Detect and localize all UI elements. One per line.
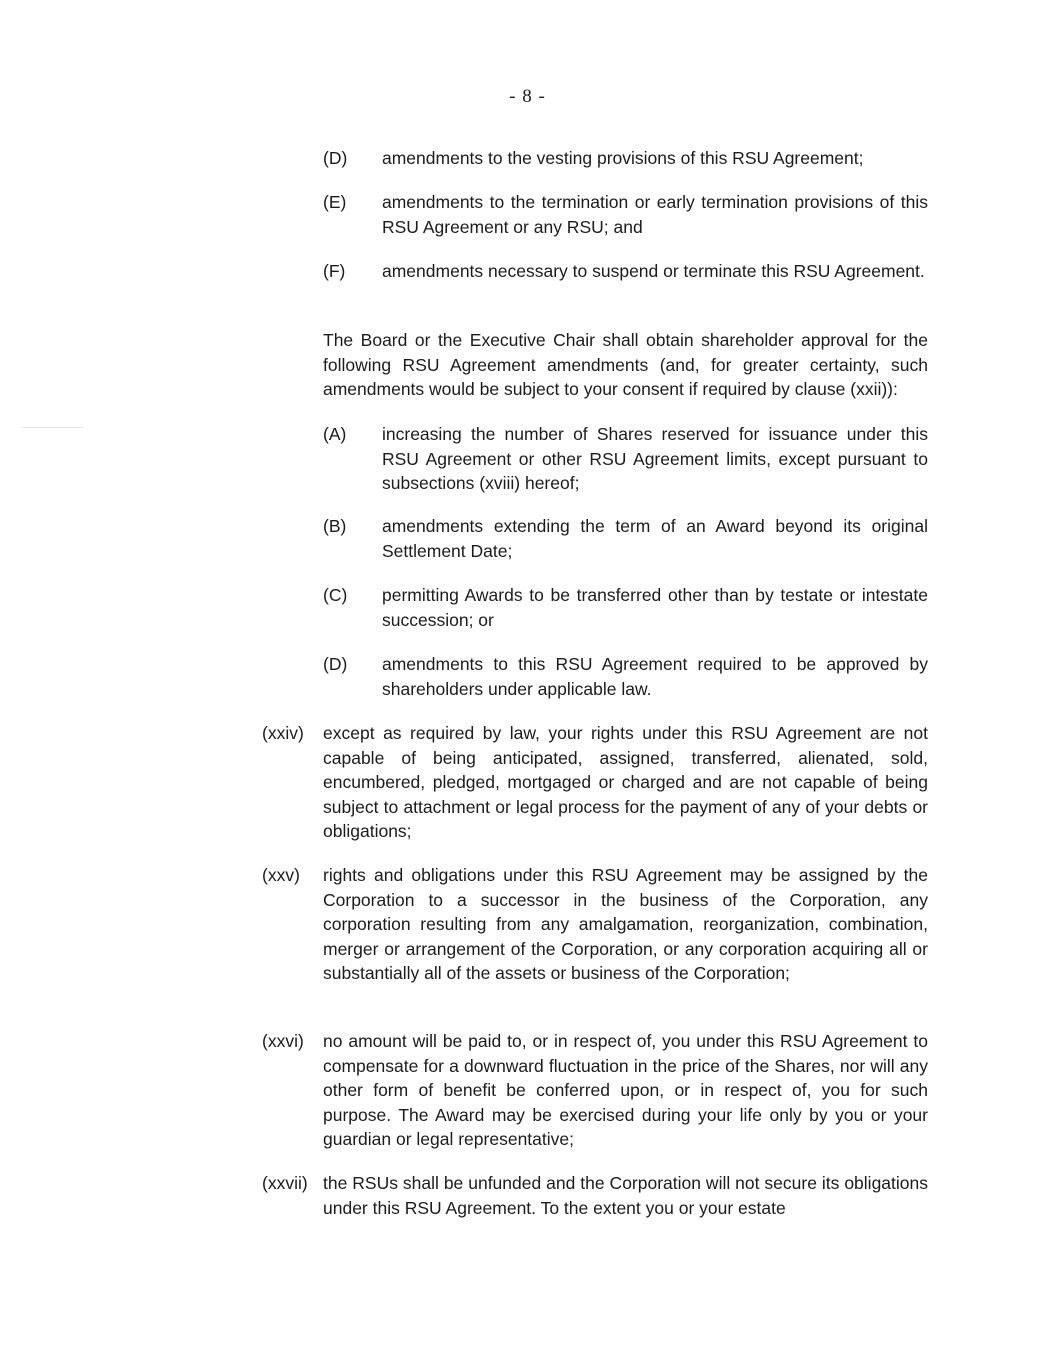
clause-text: rights and obligations under this RSU Agreement may be assigned by the Corporation to a successor in the business of the Corporation, any corporation resulting from any amalgamation, reorganization, combination, merger or arrangement of the Corporation, or any corporation acquiring all or substantially all of the assets or business of the Corporation; — [323, 865, 928, 983]
clause-text: except as required by law, your rights under this RSU Agreement are not capable of being anticipated, assigned, transferred, alienated, sold, encumbered, pledged, mortgaged or charged and are not capable of being subject to attachment or legal process for the payment of any of your debts or obligations; — [323, 723, 928, 841]
clause-label: (xxiv) — [262, 723, 304, 743]
sub-item-a-increasing — [323, 422, 928, 496]
sub-item-label: (D) — [323, 654, 348, 674]
sub-item-text: amendments necessary to suspend or terminate this RSU Agreement. — [382, 261, 925, 281]
clause-label: (xxvii) — [262, 1173, 308, 1193]
sub-item-c-permitting — [323, 583, 928, 632]
sub-item-label: (E) — [323, 192, 347, 212]
sub-item-d-required — [323, 652, 928, 701]
sub-item-text: amendments extending the term of an Award beyond its original Settlement Date; — [382, 516, 928, 561]
sub-item-text: amendments to the vesting provisions of this RSU Agreement; — [382, 148, 864, 168]
sub-item-d-vesting — [323, 146, 928, 171]
clause-xxv — [262, 863, 928, 986]
clause-label: (xxvi) — [262, 1031, 304, 1051]
sub-item-text: permitting Awards to be transferred other than by testate or intestate succession; or — [382, 585, 928, 630]
page-number: - 8 - — [509, 86, 546, 107]
clause-text: the RSUs shall be unfunded and the Corporation will not secure its obligations under this RSU Agreement. To the extent you or your estate — [323, 1173, 928, 1218]
sub-item-label: (D) — [323, 148, 348, 168]
sub-item-f-suspend — [323, 259, 928, 284]
sub-item-b-extending — [323, 514, 928, 563]
clause-xxiv — [262, 721, 928, 844]
sub-item-e-termination — [323, 190, 928, 239]
sub-item-label: (B) — [323, 516, 347, 536]
sub-item-label: (C) — [323, 585, 348, 605]
sub-item-label: (F) — [323, 261, 346, 281]
sub-item-text: increasing the number of Shares reserved for issuance under this RSU Agreement or other RSU Agreement limits, except pursuant to subsections (xviii) hereof; — [382, 424, 928, 493]
clause-label: (xxv) — [262, 865, 300, 885]
clause-xxvii — [262, 1171, 928, 1220]
margin-mark — [22, 427, 84, 428]
sub-item-text: amendments to the termination or early termination provisions of this RSU Agreement or any RSU; and — [382, 192, 928, 237]
sub-item-label: (A) — [323, 424, 347, 444]
shareholder-approval-paragraph: The Board or the Executive Chair shall obtain shareholder approval for the following RSU Agreement amendments (and, for greater certainty, such amendments would be subject to your consent if required by clause (xxii)): — [323, 330, 928, 399]
clause-xxvi — [262, 1029, 928, 1152]
sub-item-text: amendments to this RSU Agreement required to be approved by shareholders under applicable law. — [382, 654, 928, 699]
clause-text: no amount will be paid to, or in respect of, you under this RSU Agreement to compensate for a downward fluctuation in the price of the Shares, nor will any other form of benefit be conferred upon, or in respect of, you for such purpose. The Award may be exercised during your life only by you or your guardian or legal representative; — [323, 1031, 928, 1149]
